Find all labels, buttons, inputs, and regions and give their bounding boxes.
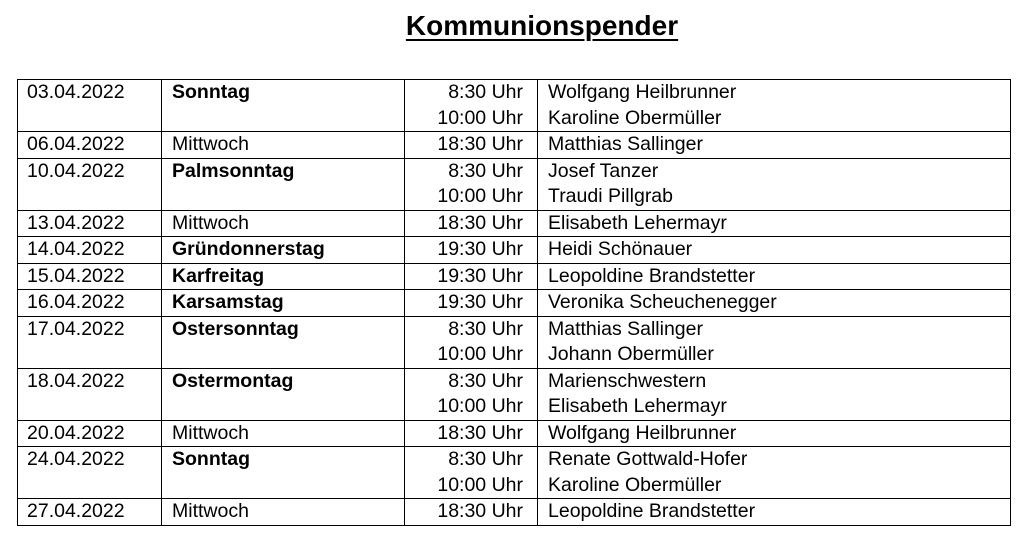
name-cell bbox=[538, 499, 1011, 526]
minister-name: Renate Gottwald-Hofer bbox=[548, 448, 748, 470]
date-cell: 27.04.2022 bbox=[18, 499, 162, 526]
date-cell: 10.04.2022 bbox=[18, 158, 162, 210]
name-cell bbox=[538, 132, 1011, 159]
weekday-cell: Sonntag bbox=[162, 80, 405, 132]
table-row bbox=[18, 210, 1011, 237]
minister-name: Leopoldine Brandstetter bbox=[548, 264, 756, 287]
table-row bbox=[18, 447, 1011, 499]
table-row bbox=[18, 237, 1011, 264]
time-cell bbox=[405, 368, 538, 420]
name-cell bbox=[538, 368, 1011, 420]
time-entry: 8:30 Uhr bbox=[448, 448, 523, 470]
time-cell bbox=[405, 499, 538, 526]
date-cell: 15.04.2022 bbox=[18, 263, 162, 290]
name-cell bbox=[538, 447, 1011, 499]
table-row bbox=[18, 158, 1011, 210]
name-cell bbox=[538, 263, 1011, 290]
time-entry: 19:30 Uhr bbox=[437, 238, 523, 260]
weekday-cell: Sonntag bbox=[162, 447, 405, 499]
date-cell: 18.04.2022 bbox=[18, 368, 162, 420]
minister-name: Karoline Obermüller bbox=[548, 473, 722, 496]
minister-name: Traudi Pillgrab bbox=[548, 185, 673, 207]
schedule-table bbox=[17, 79, 1011, 526]
time-entry: 10:00 Uhr bbox=[437, 106, 523, 129]
minister-name: Marienschwestern bbox=[548, 369, 707, 392]
time-cell bbox=[405, 420, 538, 447]
table-row bbox=[18, 132, 1011, 159]
weekday-cell: Karsamstag bbox=[162, 290, 405, 317]
weekday-cell: Ostersonntag bbox=[162, 316, 405, 368]
name-cell bbox=[538, 316, 1011, 368]
time-entry: 10:00 Uhr bbox=[437, 185, 523, 207]
time-entry: 8:30 Uhr bbox=[448, 369, 523, 392]
time-entry: 10:00 Uhr bbox=[437, 395, 523, 417]
minister-name: Wolfgang Heilbrunner bbox=[548, 421, 737, 444]
weekday-cell: Mittwoch bbox=[162, 420, 405, 447]
time-cell bbox=[405, 158, 538, 210]
document-title: Kommunionspender bbox=[405, 10, 679, 41]
time-entry: 18:30 Uhr bbox=[437, 211, 523, 234]
table-row bbox=[18, 80, 1011, 132]
table-row bbox=[18, 263, 1011, 290]
minister-name: Karoline Obermüller bbox=[548, 106, 722, 129]
time-entry: 8:30 Uhr bbox=[448, 159, 523, 182]
name-cell bbox=[538, 158, 1011, 210]
name-cell bbox=[538, 420, 1011, 447]
time-entry: 19:30 Uhr bbox=[437, 264, 523, 287]
minister-name: Matthias Sallinger bbox=[548, 317, 703, 340]
time-cell bbox=[405, 447, 538, 499]
name-cell bbox=[538, 290, 1011, 317]
time-entry: 19:30 Uhr bbox=[437, 291, 523, 313]
time-cell bbox=[405, 290, 538, 317]
minister-name: Heidi Schönauer bbox=[548, 238, 693, 260]
weekday-cell: Gründonnerstag bbox=[162, 237, 405, 264]
minister-name: Josef Tanzer bbox=[548, 159, 659, 182]
table-row bbox=[18, 368, 1011, 420]
weekday-cell: Mittwoch bbox=[162, 499, 405, 526]
time-entry: 10:00 Uhr bbox=[437, 343, 523, 365]
date-cell: 13.04.2022 bbox=[18, 210, 162, 237]
table-row bbox=[18, 420, 1011, 447]
minister-name: Matthias Sallinger bbox=[548, 133, 703, 155]
date-cell: 17.04.2022 bbox=[18, 316, 162, 368]
time-cell bbox=[405, 316, 538, 368]
minister-name: Leopoldine Brandstetter bbox=[548, 500, 756, 522]
minister-name: Elisabeth Lehermayr bbox=[548, 211, 727, 234]
date-cell: 20.04.2022 bbox=[18, 420, 162, 447]
time-entry: 18:30 Uhr bbox=[437, 500, 523, 522]
date-cell: 16.04.2022 bbox=[18, 290, 162, 317]
date-cell: 24.04.2022 bbox=[18, 447, 162, 499]
table-row bbox=[18, 499, 1011, 526]
date-cell: 14.04.2022 bbox=[18, 237, 162, 264]
minister-name: Elisabeth Lehermayr bbox=[548, 395, 727, 417]
date-cell: 06.04.2022 bbox=[18, 132, 162, 159]
time-cell bbox=[405, 132, 538, 159]
time-entry: 18:30 Uhr bbox=[437, 133, 523, 155]
table-row bbox=[18, 316, 1011, 368]
time-entry: 8:30 Uhr bbox=[448, 81, 523, 103]
weekday-cell: Karfreitag bbox=[162, 263, 405, 290]
weekday-cell: Palmsonntag bbox=[162, 158, 405, 210]
name-cell bbox=[538, 237, 1011, 264]
time-cell bbox=[405, 210, 538, 237]
time-entry: 8:30 Uhr bbox=[448, 317, 523, 340]
table-row bbox=[18, 290, 1011, 317]
time-entry: 18:30 Uhr bbox=[437, 421, 523, 444]
minister-name: Wolfgang Heilbrunner bbox=[548, 81, 737, 103]
time-cell bbox=[405, 80, 538, 132]
weekday-cell: Ostermontag bbox=[162, 368, 405, 420]
time-entry: 10:00 Uhr bbox=[437, 473, 523, 496]
date-cell: 03.04.2022 bbox=[18, 80, 162, 132]
minister-name: Johann Obermüller bbox=[548, 343, 714, 365]
minister-name: Veronika Scheuchenegger bbox=[548, 291, 777, 313]
weekday-cell: Mittwoch bbox=[162, 210, 405, 237]
weekday-cell: Mittwoch bbox=[162, 132, 405, 159]
name-cell bbox=[538, 210, 1011, 237]
schedule-body bbox=[18, 80, 1011, 526]
time-cell bbox=[405, 263, 538, 290]
name-cell bbox=[538, 80, 1011, 132]
time-cell bbox=[405, 237, 538, 264]
